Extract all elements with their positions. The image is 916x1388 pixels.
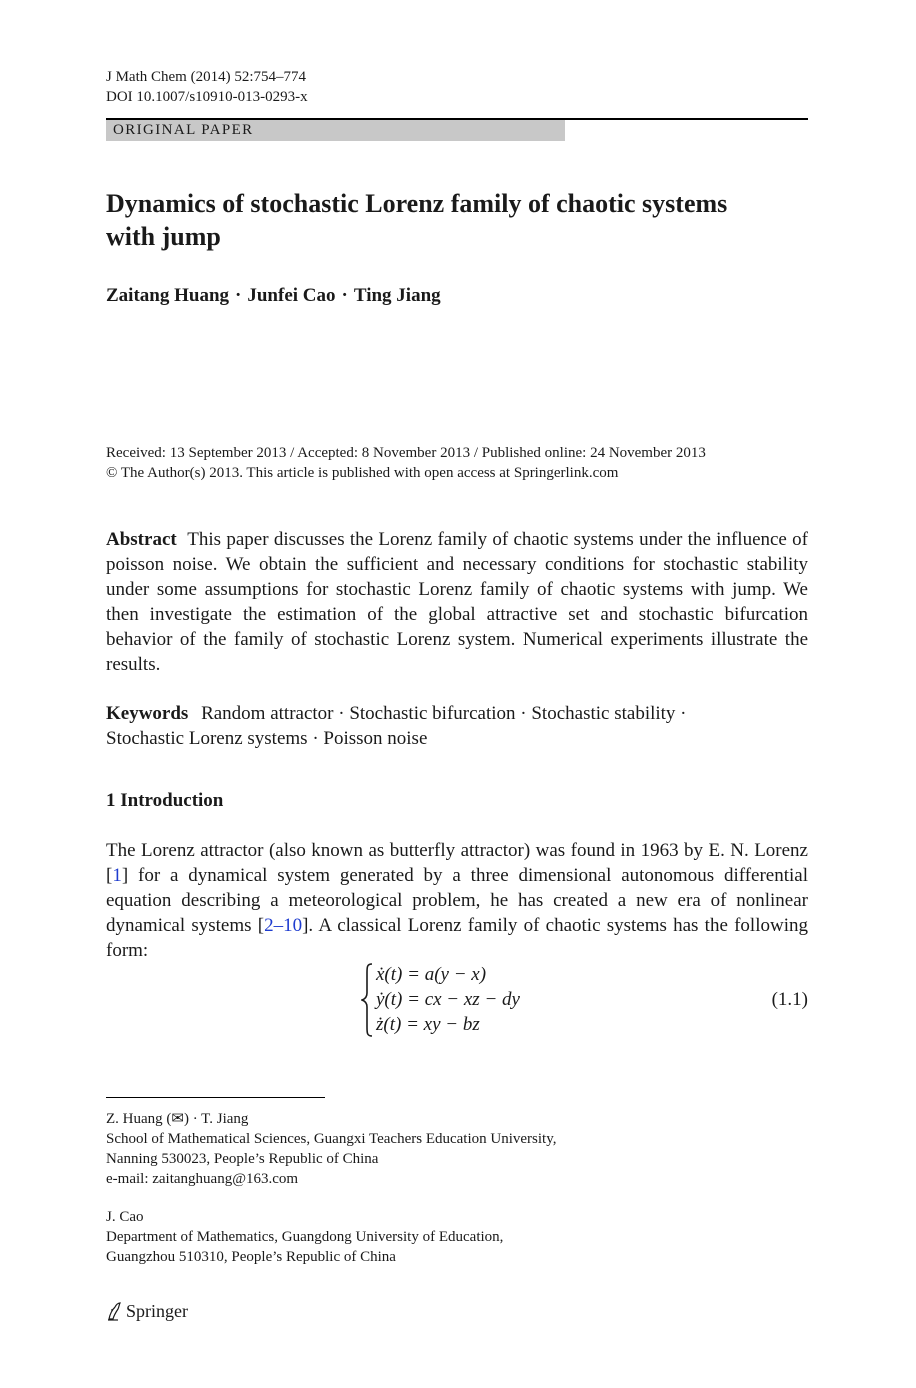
paper-title-line-2: with jump: [106, 222, 221, 251]
article-history: [106, 443, 706, 483]
equation-1-1: [361, 961, 808, 1039]
author-list: [106, 284, 441, 308]
author-name: Zaitang Huang: [106, 285, 230, 306]
paper-title: [106, 187, 808, 253]
affiliation-line: School of Mathematical Sciences, Guangxi Teachers Education University,: [106, 1131, 557, 1147]
citation-range-dash: –: [273, 915, 284, 936]
citation-link[interactable]: 10: [283, 915, 303, 936]
publisher-name: Springer: [126, 1301, 188, 1321]
abstract-label: Abstract: [106, 529, 177, 550]
copyright-notice: © The Author(s) 2013. This article is published with open access at Springerlink.com: [106, 465, 619, 481]
keywords-label: Keywords: [106, 703, 189, 724]
citation-link[interactable]: 2: [264, 915, 274, 936]
journal-doi: DOI 10.1007/s10910-013-0293-x: [106, 89, 308, 105]
left-brace-icon: [361, 961, 375, 1039]
section-number: 1: [106, 790, 116, 811]
author-separator: ·: [341, 285, 348, 306]
history-dates: Received: 13 September 2013 / Accepted: 8 November 2013 / Published online: 24 November 2013: [106, 445, 706, 461]
equation-line: ż(t) = xy − bz: [376, 1014, 480, 1035]
affiliation-names: J. Cao: [106, 1209, 144, 1225]
intro-text: ]. A classical Lorenz family of chaotic systems has the following form:: [106, 915, 808, 961]
affiliation-1: [106, 1109, 556, 1189]
keywords: [106, 701, 808, 751]
keywords-line-1: Random attractor · Stochastic bifurcation · Stochastic stability ·: [201, 703, 687, 724]
section-title: Introduction: [120, 790, 224, 811]
equation-line: ẏ(t) = cx − xz − dy: [376, 989, 520, 1010]
springer-horse-icon: [106, 1301, 123, 1321]
affiliation-line: Department of Mathematics, Guangdong University of Education,: [106, 1229, 504, 1245]
abstract: [106, 527, 808, 677]
publisher-footer: [106, 1299, 188, 1323]
affiliation-line: Guangzhou 510310, People’s Republic of China: [106, 1249, 396, 1265]
citation-link[interactable]: 1: [112, 865, 122, 886]
affiliation-line: Nanning 530023, People’s Republic of China: [106, 1151, 379, 1167]
equation-line: ẋ(t) = a(y − x): [376, 964, 487, 985]
affiliation-email: e-mail: zaitanghuang@163.com: [106, 1171, 299, 1187]
author-name: Ting Jiang: [353, 285, 441, 306]
intro-text: ] for a dynamical system generated by a three dimensional autonomous differential equation describing a meteorological problem, he has created a new era of nonlinear dynamical systems [: [106, 865, 808, 936]
journal-header: [106, 67, 308, 107]
affiliation-names: Z. Huang (✉) · T. Jiang: [106, 1111, 249, 1127]
intro-text: The Lorenz attractor (also known as butterfly attractor) was found in 1963 by E. N. Lorenz [: [106, 840, 808, 886]
intro-paragraph: [106, 838, 808, 963]
journal-citation: J Math Chem (2014) 52:754–774: [106, 69, 306, 85]
footnote-rule: [106, 1097, 325, 1098]
keywords-line-2: Stochastic Lorenz systems · Poisson noise: [106, 728, 428, 749]
paper-type-label: ORIGINAL PAPER: [113, 122, 254, 138]
section-heading: [106, 789, 223, 813]
affiliation-2: [106, 1207, 503, 1267]
paper-title-line-1: Dynamics of stochastic Lorenz family of chaotic systems: [106, 189, 728, 218]
author-name: Junfei Cao: [247, 285, 336, 306]
equation-number: (1.1): [771, 989, 808, 1010]
author-separator: ·: [235, 285, 242, 306]
abstract-text: This paper discusses the Lorenz family of chaotic systems under the influence of poisson noise. We obtain the sufficient and necessary conditions for stochastic stability under some assumptions for stochastic Lorenz family of chaotic systems with jump. We then investigate the estimation of the global attractive set and stochastic bifurcation behavior of the family of stochastic Lorenz system. Numerical experiments illustrate the results.: [106, 529, 808, 675]
